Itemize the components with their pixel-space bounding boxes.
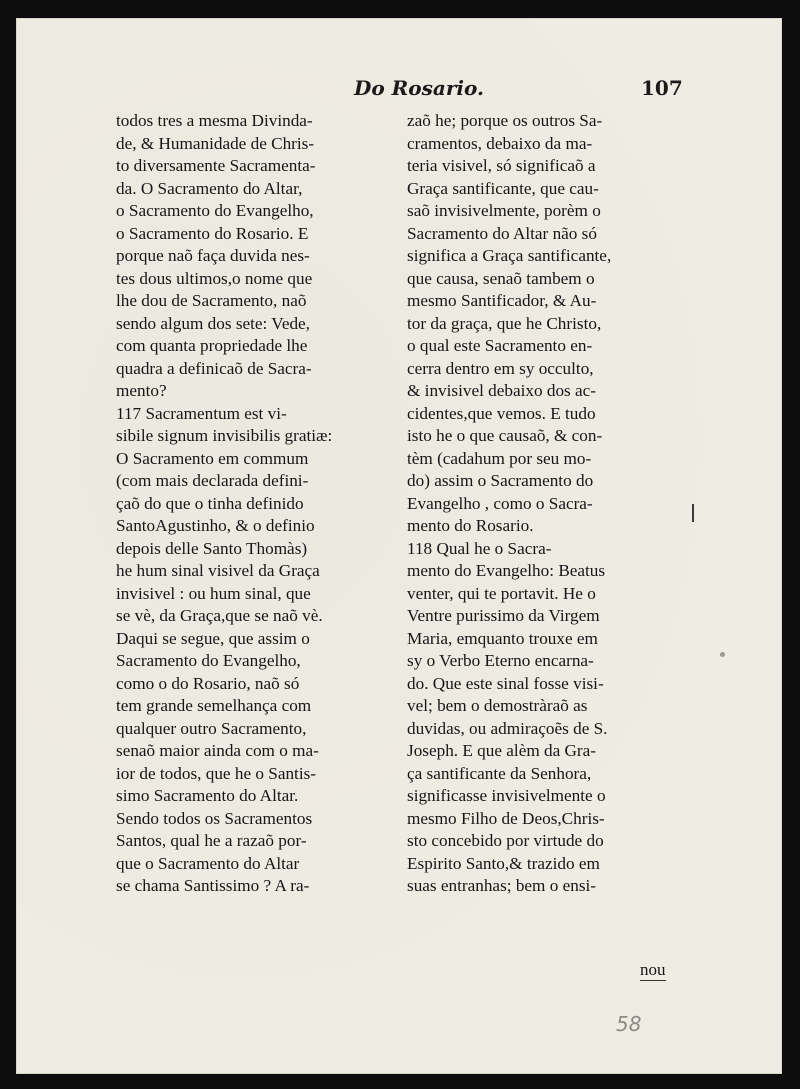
page-number: 107 [641,76,683,100]
text-line: todos tres a mesma Divinda- [116,111,313,130]
text-line: zaõ he; porque os outros Sa- [407,111,603,130]
text-line: cerra dentro em sy occulto, [407,358,594,378]
text-line: tem grande semelhança com [116,696,312,715]
text-line: sendo algum dos sete: Vede, [116,313,310,333]
left-text-column [116,110,378,898]
text-line: Maria, emquanto trouxe em [407,628,598,648]
text-line: O Sacramento em commum [116,448,309,468]
text-line: sy o Verbo Eterno encarna- [407,651,594,670]
text-line: tor da graça, que he Christo, [407,313,602,333]
text-line: que causa, senaõ tambem o [407,268,595,288]
text-line: SantoAgustinho, & o definio [116,516,315,535]
text-line: to diversamente Sacramenta- [116,156,316,175]
text-line: do) assim o Sacramento do [407,471,594,490]
text-line: com quanta propriedade lhe [116,336,308,355]
text-line: simo Sacramento do Altar. [116,786,299,805]
text-line: da. O Sacramento do Altar, [116,178,303,198]
text-line: invisivel : ou hum sinal, que [116,583,311,603]
text-line: significa a Graça santificante, [407,246,612,265]
text-line: quadra a definicaõ de Sacra- [116,358,312,378]
text-line: suas entranhas; bem o ensi- [407,876,597,895]
text-line: saõ invisivelmente, porèm o [407,201,601,220]
text-line: mento? [116,381,167,400]
text-line: Santos, qual he a razaõ por- [116,831,307,850]
text-line: porque naõ faça duvida nes- [116,246,310,265]
text-line: mento do Rosario. [407,516,534,535]
text-line: isto he o que causaõ, & con- [407,426,603,445]
text-line: & invisivel debaixo dos ac- [407,381,597,400]
text-line: duvidas, ou admiraçoẽs de S. [407,718,608,738]
text-line: senaõ maior ainda com o ma- [116,741,319,760]
text-line: tes dous ultimos,o nome que [116,268,313,288]
text-line: tèm (cadahum por seu mo- [407,448,592,468]
text-line: Ventre purissimo da Virgem [407,606,600,625]
text-line: mento do Evangelho: Beatus [407,561,606,580]
text-line: Graça santificante, que cau- [407,178,599,198]
text-line: sto concebido por virtude do [407,831,604,850]
text-line: 118 Qual he o Sacra- [407,538,552,558]
text-line: ior de todos, que he o Santis- [116,763,317,783]
text-line: 117 Sacramentum est vi- [116,403,287,423]
running-title: Do Rosario. [354,76,484,100]
text-line: ça santificante da Senhora, [407,763,592,783]
text-line: Sacramento do Altar não só [407,223,597,243]
text-line: Evangelho , como o Sacra- [407,493,593,513]
text-line: Sacramento do Evangelho, [116,651,301,670]
text-line: (com mais declarada defini- [116,471,309,490]
text-line: o qual este Sacramento en- [407,336,593,355]
handwritten-folio-note: 58 [616,1012,642,1036]
book-page [16,18,782,1074]
text-line: Daqui se segue, que assim o [116,628,310,648]
text-line: vel; bem o demostràraõ as [407,696,588,715]
margin-mark [692,504,694,522]
text-line: significasse invisivelmente o [407,786,606,805]
text-line: depois delle Santo Thomàs) [116,538,308,558]
text-line: cramentos, debaixo da ma- [407,133,593,153]
text-line: mesmo Santificador, & Au- [407,291,597,310]
ink-spot [720,652,725,657]
text-line: venter, qui te portavit. He o [407,583,596,603]
right-text-column [407,110,669,898]
text-line: de, & Humanidade de Chris- [116,133,315,153]
text-line: sibile signum invisibilis gratiæ: [116,426,333,445]
text-line: o Sacramento do Rosario. E [116,223,309,243]
text-line: he hum sinal visivel da Graça [116,561,320,580]
text-line: se chama Santissimo ? A ra- [116,876,310,895]
text-line: Espirito Santo,& trazido em [407,853,600,873]
text-line: se vè, da Graça,que se naõ vè. [116,606,323,625]
text-line: Sendo todos os Sacramentos [116,808,313,828]
text-line: çaõ do que o tinha definido [116,493,304,513]
text-line: teria visivel, só significaõ a [407,156,596,175]
text-line: Joseph. E que alèm da Gra- [407,741,596,760]
catchword: nou [640,960,666,979]
page-header [16,76,782,104]
text-line: o Sacramento do Evangelho, [116,201,314,220]
text-line: qualquer outro Sacramento, [116,718,307,738]
text-line: lhe dou de Sacramento, naõ [116,291,307,310]
text-line: como o do Rosario, naõ só [116,673,300,693]
text-line: mesmo Filho de Deos,Chris- [407,808,605,828]
text-line: que o Sacramento do Altar [116,853,300,873]
text-line: do. Que este sinal fosse visi- [407,673,604,693]
text-line: cidentes,que vemos. E tudo [407,403,596,423]
